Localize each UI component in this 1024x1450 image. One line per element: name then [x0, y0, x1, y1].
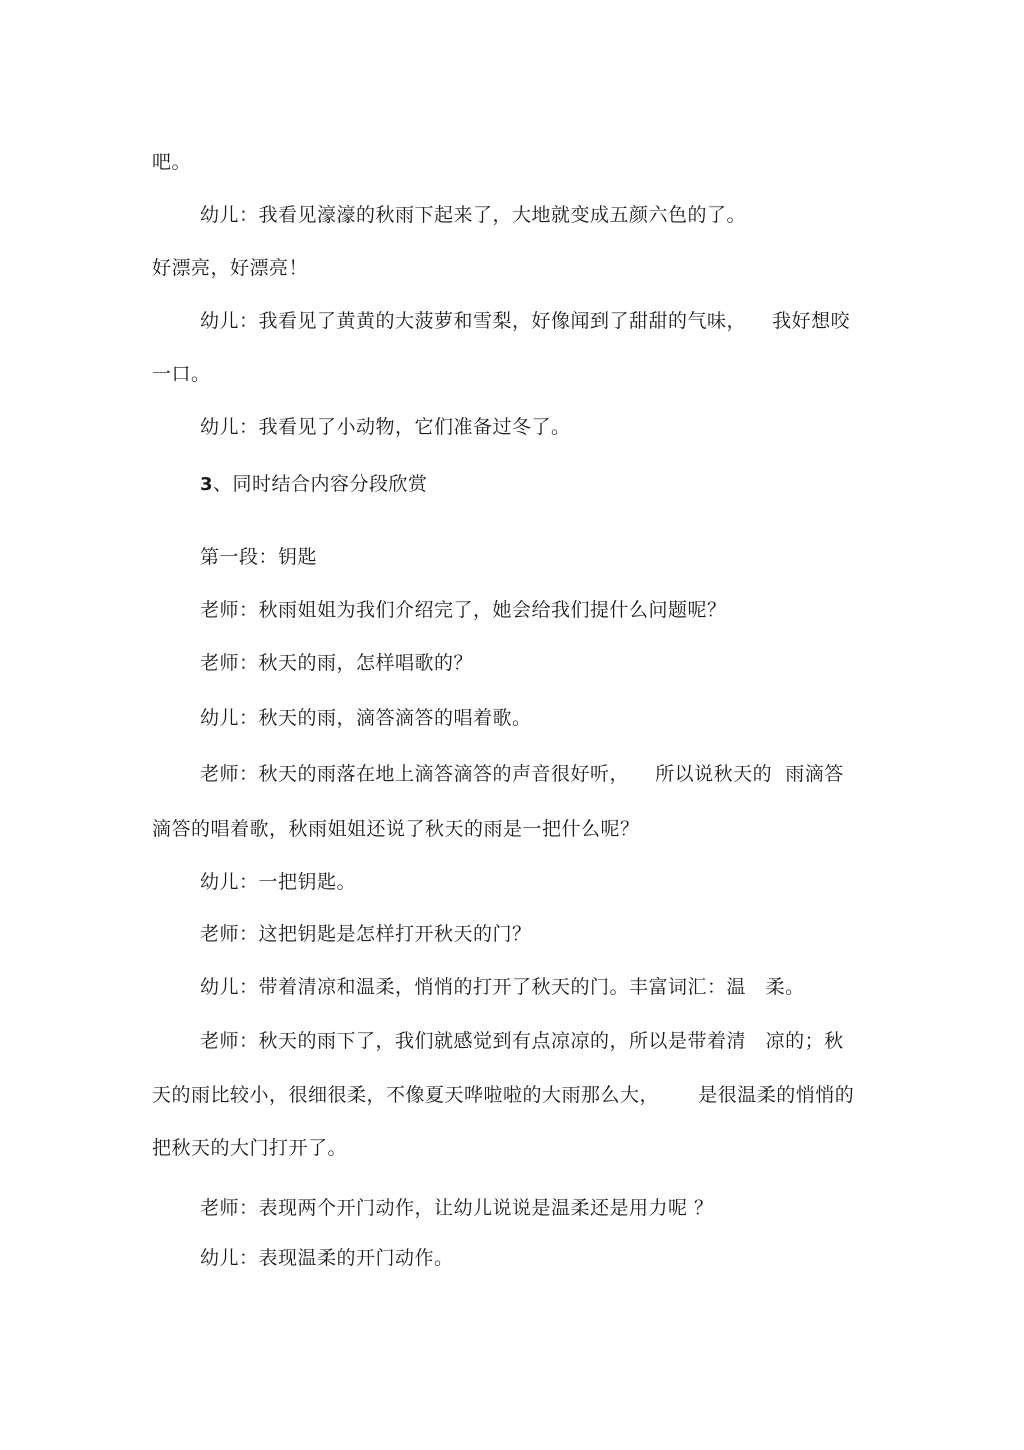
text-line: 老师：表现两个开门动作，让幼儿说说是温柔还是用力呢 ？ — [200, 1197, 714, 1219]
text-line: 幼儿：我看见濠濠的秋雨下起来了，大地就变成五颜六色的了。 — [200, 204, 747, 226]
text-line: 幼儿：我看见了小动物，它们准备过冬了。 — [200, 416, 571, 438]
text-line: 幼儿：我看见了黄黄的大菠萝和雪梨，好像闻到了甜甜的气味， 我好想咬 — [200, 310, 851, 332]
text-line: 滴答的唱着歌，秋雨姐姐还说了秋天的雨是一把什么呢？ — [152, 818, 640, 840]
text-line: 一口。 — [152, 363, 211, 385]
text-line: 天的雨比较小，很细很柔，不像夏天哗啦啦的大雨那么大， 是很温柔的悄悄的 — [152, 1084, 855, 1106]
text-line: 幼儿：秋天的雨，滴答滴答的唱着歌。 — [200, 707, 532, 729]
text-line: 老师：秋天的雨落在地上滴答滴答的声音很好听， 所以说秋天的 雨滴答 — [200, 763, 844, 785]
text-line: 幼儿：带着清凉和温柔，悄悄的打开了秋天的门。丰富词汇：温 柔。 — [200, 976, 805, 998]
text-line: 老师：秋天的雨下了，我们就感觉到有点凉凉的，所以是带着清 凉的；秋 — [200, 1030, 844, 1052]
text-line: 把秋天的大门打开了。 — [152, 1137, 348, 1159]
text-line: 幼儿：一把钥匙。 — [200, 871, 357, 893]
section-number: 3 — [200, 474, 214, 495]
text-line: 老师：秋天的雨，怎样唱歌的？ — [200, 652, 474, 674]
text-line: 吧。 — [152, 151, 192, 173]
section-title: 、同时结合内容分段欣赏 — [213, 473, 428, 495]
text-line: 老师：这把钥匙是怎样打开秋天的门？ — [200, 923, 532, 945]
section-heading — [200, 472, 428, 497]
text-line: 好漂亮，好漂亮！ — [152, 257, 309, 279]
text-line: 老师：秋雨姐姐为我们介绍完了，她会给我们提什么问题呢？ — [200, 599, 727, 621]
text-line: 第一段：钥匙 — [200, 546, 318, 568]
text-line: 幼儿：表现温柔的开门动作。 — [200, 1247, 454, 1269]
